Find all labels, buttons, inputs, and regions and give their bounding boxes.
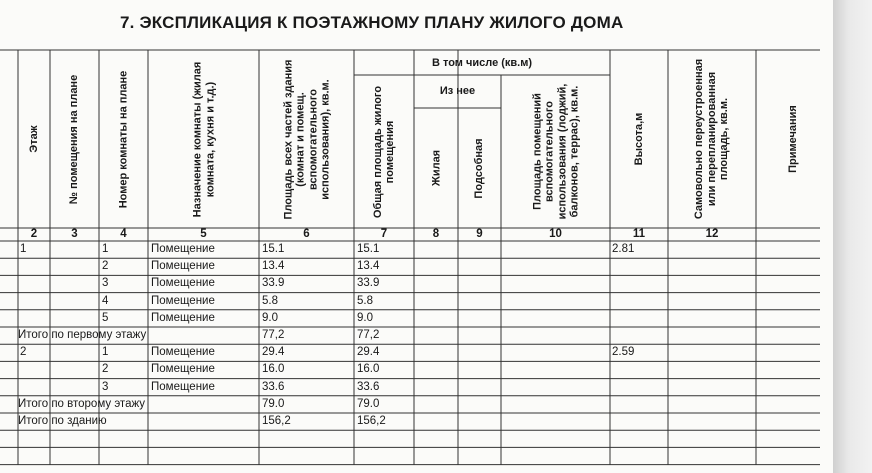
total-area-value: 16.0 [357,363,380,376]
area-value: 33.6 [262,380,285,393]
area-value: 156,2 [262,415,291,427]
column-number: 9 [476,228,483,240]
column-number: 10 [549,228,562,240]
room-number: 1 [102,243,109,255]
header-purpose: Назначение комнаты (жилая комната, кухня и т.д.) [191,61,216,217]
room-number: 3 [102,277,109,290]
header-col1 [0,54,16,224]
header-area-all: Площадь всех частей здания (комнат и помещ. вспомогательного использования), кв.м. [281,59,331,219]
header-floor: Этаж [27,125,40,153]
area-value: 77,2 [262,329,285,341]
header-aux-area: Площадь помещений вспомогательного использования (лоджий, балконов, террас), кв.м. [530,83,580,220]
header-unauthorized: Самовольно переустроенная или перепланированная площадь, кв.м. [693,58,731,220]
area-value: 33.9 [262,277,285,290]
room-height: 2.59 [612,346,635,359]
room-number: 2 [102,363,109,376]
room-number: 2 [102,260,109,273]
total-area-value: 9.0 [357,311,373,324]
total-area-value: 79.0 [357,397,380,410]
page-edge-shadow [833,0,872,473]
area-value: 79.0 [262,397,285,410]
room-number: 4 [102,294,109,307]
column-number: 8 [432,228,440,240]
total-area-value: 33.9 [357,277,380,290]
area-value: 15.1 [262,243,285,255]
room-purpose: Помещение [151,294,215,307]
total-area-value: 5.8 [357,294,373,307]
header-notes: Примечания [786,105,799,173]
explication-table [0,48,820,473]
room-purpose: Помещение [151,243,215,255]
summary-label: Итого по второму этажу [18,397,146,410]
header-living: Жилая [429,149,442,187]
room-height: 2.81 [612,243,635,255]
area-value: 5.8 [262,294,278,307]
room-number: 5 [102,311,109,324]
header-height: Высота,м [632,112,645,166]
room-purpose: Помещение [151,346,215,359]
total-area-value: 15.1 [357,243,380,255]
header-auxiliary: Подсобная [473,137,486,199]
header-room-no: Номер комнаты на плане [117,70,130,208]
total-area-value: 13.4 [357,260,380,273]
total-area-value: 33.6 [357,380,380,393]
summary-label: Итого по зданию [18,415,107,427]
column-number: 5 [200,228,207,240]
column-number: 11 [632,228,646,240]
header-premise-no: № помещения на плане [68,74,81,204]
total-area-value: 156,2 [357,415,386,427]
column-number: 6 [303,228,310,240]
header-including: В том числе (кв.м) [431,57,533,69]
header-of-which: Из нее [439,85,476,97]
area-value: 29.4 [262,346,285,359]
header-total-area: Общая площадь жилого помещения [371,85,396,218]
area-value: 13.4 [262,260,285,273]
room-purpose: Помещение [151,277,215,290]
column-number: 7 [380,228,388,240]
room-number: 3 [102,380,109,393]
room-purpose: Помещение [151,363,215,376]
floor-number: 1 [20,243,27,255]
page-title: 7. ЭКСПЛИКАЦИЯ К ПОЭТАЖНОМУ ПЛАНУ ЖИЛОГО ДОМА [120,13,624,32]
room-number: 1 [102,346,109,359]
floor-number: 2 [20,346,27,359]
summary-label: Итого по первому этажу [18,329,147,341]
area-value: 16.0 [262,363,285,376]
column-number: 3 [71,228,78,240]
room-purpose: Помещение [151,260,215,273]
room-purpose: Помещение [151,380,215,393]
total-area-value: 77,2 [357,329,380,341]
total-area-value: 29.4 [357,346,380,359]
column-number: 12 [705,228,719,240]
column-number: 4 [120,228,127,240]
room-purpose: Помещение [151,311,215,324]
column-number: 2 [30,228,38,240]
area-value: 9.0 [262,311,278,324]
